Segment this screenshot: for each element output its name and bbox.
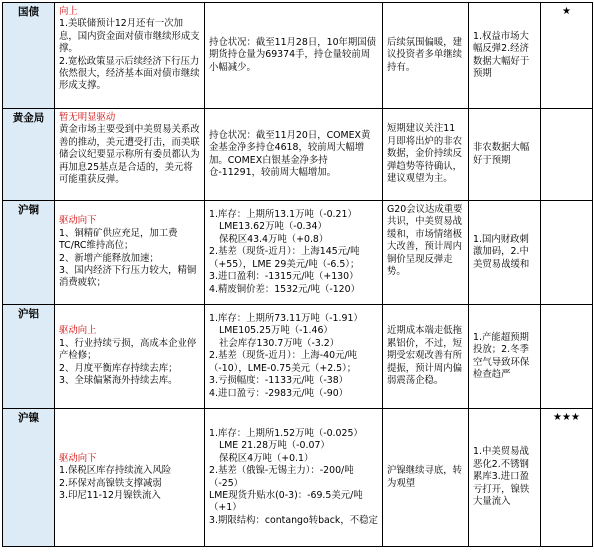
direction-label: 驱动向下	[59, 452, 97, 464]
star-rating	[541, 201, 593, 305]
table-row	[3, 3, 593, 109]
star-rating	[541, 305, 593, 409]
position-line: LME13.62万吨（-0.34）	[219, 221, 327, 233]
row-name: 沪铜	[3, 201, 55, 305]
table-row	[3, 109, 593, 201]
view-cell: G20会议达成重要共识，中美贸易战缓和，市场情绪极大改善，预计周内铜价呈现反弹走势。	[383, 201, 469, 305]
direction-label: 暂无明显驱动	[59, 112, 116, 123]
risk-cell: 非农数据大幅好于预期	[469, 109, 541, 201]
driver-line: 1.美联储预计12月还有一次加息，国内资金面对债市继续形成支撑。	[59, 18, 200, 55]
row-name: 沪铝	[3, 305, 55, 409]
table-row	[3, 409, 593, 547]
driver-cell	[55, 3, 205, 109]
driver-line: 3、全球偏紧海外持续去库。	[59, 375, 178, 387]
driver-line: 3.印尼11-12月镍铁流入	[59, 489, 161, 501]
view-cell: 短期建议关注11月即将出炉的非农数据，金价持续反弹趋势等待确认，建议观望为主。	[383, 109, 469, 201]
position-line: 社会库存130.7万吨（-3.2）	[219, 337, 340, 349]
risk-cell: 1.中美贸易战恶化2.不锈钢累库3.进口盈亏打开，镍铁大量流入	[469, 409, 541, 547]
view-cell: 沪镍继续寻底，转为观望	[383, 409, 469, 547]
driver-line: 黄金市场主要受到中美贸易关系改善的推动，美元遭受打击，而美联储会议纪要显示称所有委员都认为再加息25基点是合适的，美元将可能重获反弹。	[59, 124, 200, 186]
star-rating	[541, 109, 593, 201]
star-rating: ★★★	[541, 409, 593, 547]
position-line: 2.基差（俄镍-无锡主力）：-200/吨（-25）	[209, 465, 354, 489]
driver-line: 1.保税区库存持续流入风险	[59, 465, 172, 477]
direction-label: 驱动向上	[59, 325, 97, 337]
direction-label: 向上	[59, 6, 78, 17]
direction-label: 驱动向下	[59, 215, 97, 227]
driver-line: 2、月度平衡库存持续去库；	[59, 362, 178, 374]
position-line: 1.库存：上期所73.11万吨（-1.91）	[209, 313, 363, 325]
position-line: 3.进口盈利：-1315元/吨（+130）	[209, 271, 359, 283]
commodity-strategy-table	[2, 2, 593, 547]
position-cell	[205, 3, 383, 109]
driver-cell	[55, 305, 205, 409]
row-name: 国债	[3, 3, 55, 109]
position-line: 1.库存：上期所13.1万吨（-0.21）	[209, 209, 357, 221]
position-line: 2.基差（现货-近月）：上海145元/吨（+55），LME 29美元/吨（-6.5）；	[209, 246, 360, 270]
position-line: 保税区4万吨（+0.1）	[219, 452, 314, 464]
position-line: 持仓状况：截至11月28日，10年期国债期货持仓量为69374手，持仓量较前周小幅减少。	[209, 36, 377, 73]
position-line: 1.库存：上期所1.52万吨（-0.025）	[209, 427, 363, 439]
risk-cell: 1.产能超预期投放；2.冬季空气导致环保检查趋严	[469, 305, 541, 409]
view-cell: 后续氛围偏暖，建议投资者多单继续持有。	[383, 3, 469, 109]
position-line: 持仓状况：截至11月20日，COMEX黄金基金净多持仓4618，较前周大幅增加。COMEX白银基金净多持仓-11291，较前周大幅增加。	[209, 129, 371, 178]
position-line: LME105.25万吨（-1.46）	[219, 325, 333, 337]
position-cell	[205, 109, 383, 201]
position-cell	[205, 409, 383, 547]
driver-line: 2.宽松政策显示后续经济下行压力依然很大，经济基本面对债市继续形成支撑。	[59, 55, 200, 92]
driver-line: 1、行业持续亏损，高成本企业停产检修；	[59, 337, 197, 362]
position-line: 4.进口盈亏：-2983元/吨（-90）	[209, 387, 349, 399]
row-name: 黄金局	[3, 109, 55, 201]
driver-cell	[55, 409, 205, 547]
row-name: 沪镍	[3, 409, 55, 547]
driver-line: 3、国内经济下行压力较大，精铜消费疲软；	[59, 264, 197, 289]
position-line: 2.基差（现货-近月）：上海-40元/吨（-10），LME-0.75美元（+2.5）；	[209, 350, 357, 374]
position-line: LME 21.28万吨（-0.07）	[219, 440, 330, 452]
table-row	[3, 305, 593, 409]
driver-line: 1、铜精矿供应充足，加工费TC/RC维持高位；	[59, 227, 178, 252]
driver-cell	[55, 201, 205, 305]
table-row	[3, 201, 593, 305]
driver-cell	[55, 109, 205, 201]
position-line: LME现货升贴水(0-3)：-69.5美元/吨（+1）	[209, 489, 363, 514]
position-line: 保税区43.4万吨（+0.8）	[219, 233, 329, 245]
driver-line: 2、新增产能释放加速；	[59, 252, 159, 264]
position-line: 3.亏损幅度：-1133元/吨（-38）	[209, 375, 349, 387]
position-line: 3.期限结构：contango转back，不稳定	[209, 514, 378, 526]
position-cell	[205, 201, 383, 305]
driver-line: 2.环保对高镍铁支撑减弱	[59, 477, 162, 489]
view-cell: 近期成本端走低拖累铝价，不过，短期受宏观改善有所提振，预计周内偏弱震荡企稳。	[383, 305, 469, 409]
position-line: 4.精废铜价差：1532元/吨（-120）	[209, 283, 360, 295]
risk-cell: 1.权益市场大幅反弹2.经济数据大幅好于预期	[469, 3, 541, 109]
star-rating: ★	[541, 3, 593, 109]
risk-cell: 1.国内财政刺激加码，2.中美贸易战缓和	[469, 201, 541, 305]
position-cell	[205, 305, 383, 409]
